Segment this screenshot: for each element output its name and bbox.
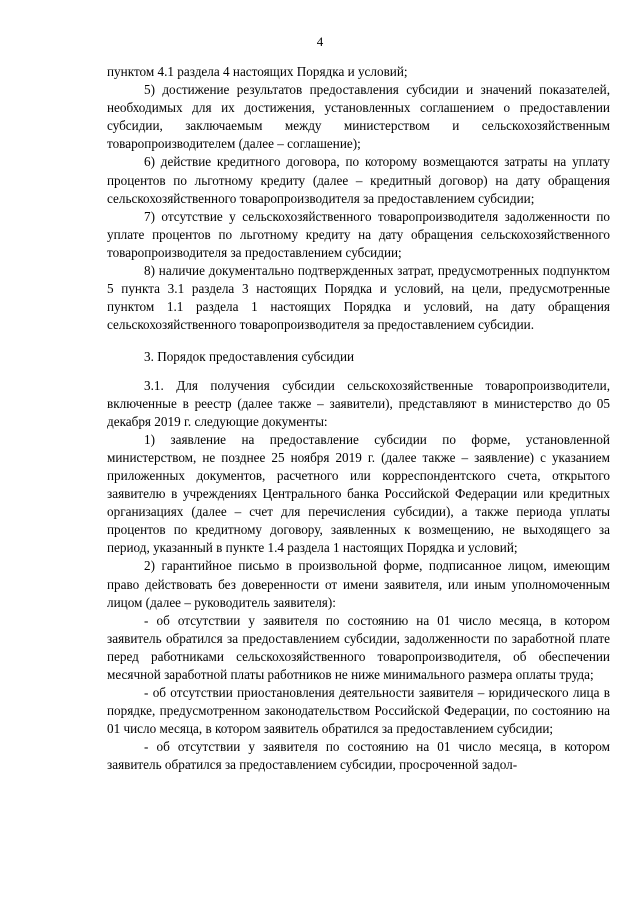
document-body [107,63,610,775]
list-item-1: 1) заявление на предоставление субсидии по форме, установленной министерством, не позднее 25 ноября 2019 г. (далее также – заявление) с указанием приложенных документов, расчетного или корреспондентского счета, открытого заявителю в учреждениях Центрального банка Российской Федерации или кредитных организациях (далее – счет для перечисления субсидии), а также периода уплаты процентов по кредитному договору, заявленных к возмещению, не выходящего за период, указанный в пункте 1.4 раздела 1 настоящих Порядка и условий; [107,431,610,556]
paragraph-continuation: пунктом 4.1 раздела 4 настоящих Порядка и условий; [107,64,408,79]
page-number: 4 [316,34,324,49]
list-item-6: 6) действие кредитного договора, по которому возмещаются затраты на уплату процентов по льготному кредиту (далее – кредитный договор) на дату обращения сельскохозяйственного товаропроизводителя за предоставлением субсидии; [107,154,610,206]
bullet-item: - об отсутствии у заявителя по состоянию на 01 число месяца, в котором заявитель обратился за предоставлением субсидии, задолженности по заработной плате перед работниками сельскохозяйственного товаропроизводителя, об обеспечении месячной заработной платы работников не ниже минимального размера оплаты труда; [107,612,610,682]
list-item-7: 7) отсутствие у сельскохозяйственного товаропроизводителя задолженности по уплате процентов по льготному кредиту на дату обращения сельскохозяйственного товаропроизводителя за предоставлением субсидии; [107,208,610,260]
section-heading: 3. Порядок предоставления субсидии [144,349,355,365]
list-item-5: 5) достижение результатов предоставления субсидии и значений показателей, необходимых для их достижения, установленных соглашением о предоставлении субсидии, заключаемым между министерством и сельскохозяйственным товаропроизводителем (далее – соглашение); [107,82,610,152]
list-item-2: 2) гарантийное письмо в произвольной форме, подписанное лицом, имеющим право действовать без доверенности от имени заявителя, или иным уполномоченным лицом (далее – руководитель заявителя): [107,558,610,610]
bullet-item: - об отсутствии у заявителя по состоянию на 01 число месяца, в котором заявитель обратился за предоставлением субсидии, просроченной задол- [107,739,610,773]
list-item-8: 8) наличие документально подтвержденных затрат, предусмотренных подпунктом 5 пункта 3.1 раздела 3 настоящих Порядка и условий, на цели, предусмотренные пунктом 1.1 раздела 1 настоящих Порядка и условий, на дату обращения сельскохозяйственного товаропроизводителя за предоставлением субсидии. [107,263,610,333]
bullet-item: - об отсутствии приостановления деятельности заявителя – юридического лица в порядке, предусмотренном законодательством Российской Федерации, по состоянию на 01 число месяца, в котором заявитель обратился за предоставлением субсидии; [107,685,610,737]
clause-3-1: 3.1. Для получения субсидии сельскохозяйственные товаропроизводители, включенные в реестр (далее также – заявители), представляют в министерство до 05 декабря 2019 г. следующие документы: [107,377,610,429]
